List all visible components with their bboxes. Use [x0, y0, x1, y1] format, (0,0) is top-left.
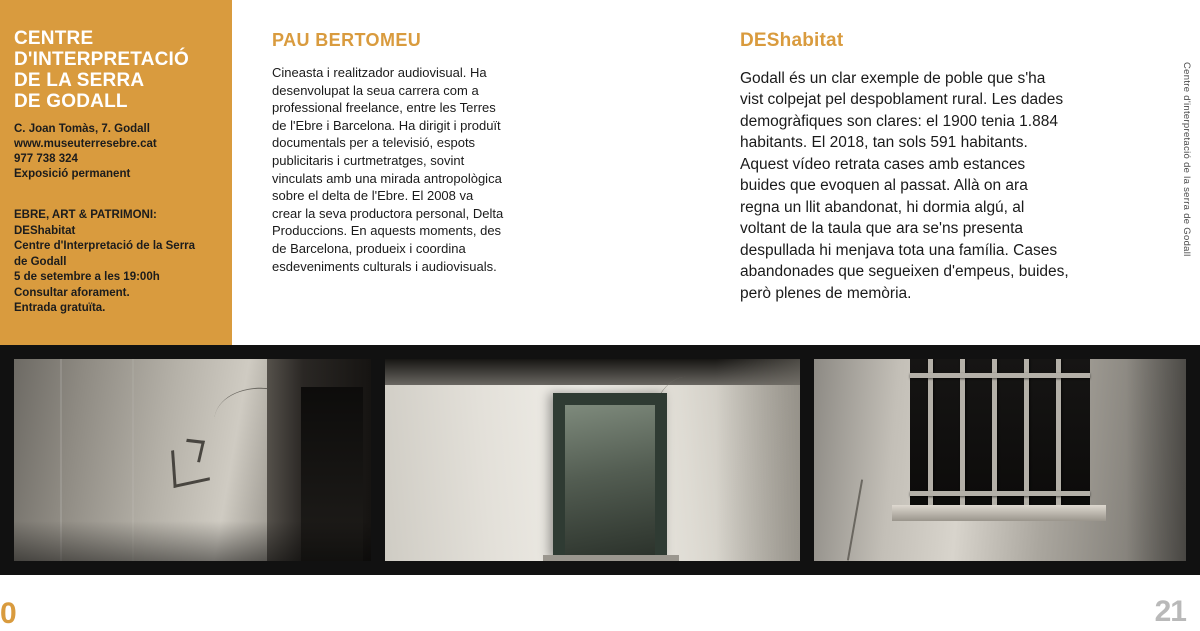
- photo-3-window-opening: [910, 359, 1090, 509]
- event-details-block: [14, 208, 216, 317]
- work-title-heading: DEShabitat: [740, 30, 844, 51]
- photo-3-bar-vertical-4: [1024, 359, 1029, 509]
- photo-strip: [0, 345, 1200, 575]
- event-place-line-2: de Godall: [14, 255, 67, 268]
- venue-info-panel: [0, 0, 232, 345]
- vertical-side-label: Centre d'interpretació de la serra de Godall: [1181, 62, 1192, 257]
- photo-barred-window-facade: [814, 359, 1186, 561]
- photo-2-window-pane: [565, 405, 655, 559]
- photo-2-window-frame: [553, 393, 667, 559]
- artist-bio-column: [272, 30, 504, 288]
- venue-phone: 977 738 324: [14, 153, 78, 165]
- page-number-left: 0: [0, 597, 16, 630]
- photo-3-bar-vertical-5: [1056, 359, 1061, 509]
- work-description-column: [740, 30, 1070, 320]
- venue-title-line-3: DE LA SERRA: [14, 70, 145, 91]
- venue-contact-block: [14, 122, 216, 182]
- photo-2-window-sill: [543, 555, 679, 561]
- photo-plaster-wall-with-doorway: [14, 359, 371, 561]
- venue-website[interactable]: www.museuterresebre.cat: [14, 138, 157, 150]
- event-date: 5 de setembre a les 19:00h: [14, 271, 160, 283]
- artist-name-heading: PAU BERTOMEU: [272, 30, 422, 50]
- event-place-line-1: Centre d'Interpretació de la Serra: [14, 240, 196, 252]
- venue-title-line-4: DE GODALL: [14, 91, 128, 112]
- photo-3-bar-vertical-1: [928, 359, 933, 509]
- photo-3-bar-horizontal-1: [910, 373, 1090, 378]
- photo-3-bar-horizontal-2: [910, 491, 1090, 496]
- artist-bio-text: Cineasta i realitzador audiovisual. Ha desenvolupat la seua carrera com a professional freelance, entre les Terres de l'Ebre i Barcelona. Ha dirigit i produït documentals per a televisió, espots publicitaris i curtmetratges, sovint vinculats amb una mirada antropològica sobre el delta de l'Ebre. El 2008 va crear la seva productora personal, Delta Produccions. En aquests moments, des de Barcelona, produeix i coordina esdeveniments culturals i audiovisuals.: [272, 65, 504, 274]
- venue-title-line-2: D'INTERPRETACIÓ: [14, 49, 190, 70]
- photo-3-window-ledge: [892, 505, 1106, 521]
- photo-1-graffiti-mark: [171, 443, 210, 488]
- venue-exhibition-type: Exposició permanent: [14, 168, 131, 180]
- venue-title: [14, 28, 216, 112]
- work-description-text: Godall és un clar exemple de poble que s'ha vist colpejat pel despoblament rural. Les dades demogràfiques son clares: el 1900 tenia 1.884 habitants. El 2018, tan sols 591 habitants. Aquest vídeo retrata cases amb estances buides que evoquen al passat. Allà on ara regna un llit abandonat, hi dormia algú, al voltant de la taula que ara se'ns presenta despullada hi menjava tota una família. Cases abandonades que segueixen d'empeus, buides, però plenes de memòria.: [740, 69, 1069, 302]
- photo-1-bottom-shadow: [14, 521, 371, 561]
- event-section-title: EBRE, ART & PATRIMONI:: [14, 209, 157, 221]
- photo-3-bar-vertical-3: [992, 359, 997, 509]
- photo-2-right-wall-shadow: [716, 359, 800, 561]
- photo-3-right-shadow: [1126, 359, 1186, 561]
- venue-address: C. Joan Tomàs, 7. Godall: [14, 123, 150, 135]
- photo-abandoned-window-in-white-wall: [385, 359, 800, 561]
- event-capacity-note: Consultar aforament.: [14, 286, 130, 299]
- event-admission-note: Entrada gratuïta.: [14, 302, 106, 314]
- venue-title-line-1: CENTRE: [14, 28, 94, 49]
- event-project-name: DEShabitat: [14, 224, 76, 237]
- photo-3-bar-vertical-2: [960, 359, 965, 509]
- page-number-right: 21: [1154, 595, 1186, 628]
